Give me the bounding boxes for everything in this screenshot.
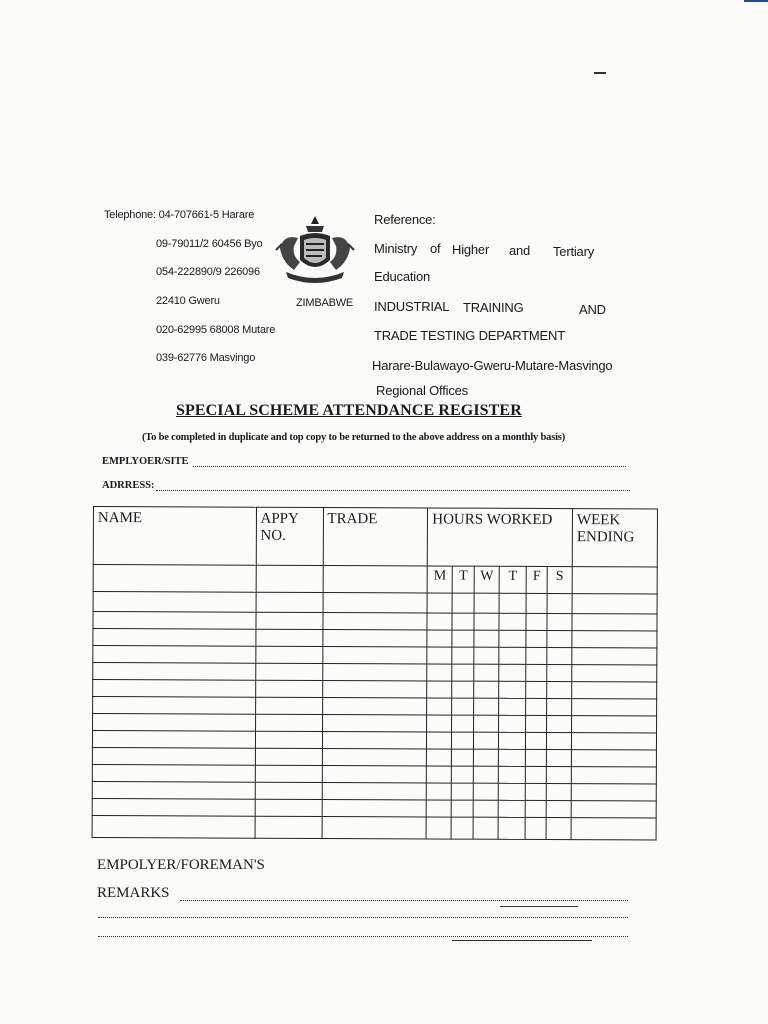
table-cell[interactable]: [572, 716, 657, 733]
phone-line-harare: Telephone: 04-707661-5 Harare: [104, 209, 255, 221]
table-cell[interactable]: [498, 783, 525, 800]
week-ending-header: [572, 509, 657, 567]
table-cell[interactable]: [498, 766, 525, 783]
appy-header-line1: APPY: [260, 510, 299, 527]
table-cell[interactable]: [474, 630, 499, 647]
table-cell[interactable]: [427, 630, 452, 647]
day-tuesday: T: [452, 566, 474, 593]
table-cell[interactable]: [93, 663, 256, 681]
table-cell[interactable]: [426, 817, 451, 839]
table-row: [92, 815, 656, 839]
table-cell[interactable]: [498, 817, 525, 839]
table-cell[interactable]: [572, 665, 657, 682]
phone-line-bulawayo: 09-79011/2 60456 Byo: [156, 238, 263, 250]
hours-worked-header: HOURS WORKED: [428, 508, 573, 567]
table-cell[interactable]: [427, 732, 452, 749]
table-cell[interactable]: [93, 697, 256, 715]
table-cell[interactable]: [526, 613, 547, 630]
table-cell[interactable]: [93, 629, 256, 647]
blank-rows: [92, 592, 657, 840]
address-label: ADRRESS:: [102, 480, 155, 491]
table-cell[interactable]: [547, 613, 572, 630]
table-cell[interactable]: [452, 613, 474, 630]
remarks-underline-1: [500, 906, 578, 907]
table-cell[interactable]: [547, 630, 572, 647]
table-cell[interactable]: [255, 680, 322, 697]
industrial-word-1: INDUSTRIAL: [374, 299, 450, 314]
days-row: [93, 565, 657, 594]
table-cell[interactable]: [427, 613, 452, 630]
table-cell[interactable]: [546, 800, 571, 817]
table-cell[interactable]: [526, 593, 547, 613]
table-cell[interactable]: [547, 715, 572, 732]
table-cell[interactable]: [452, 749, 474, 766]
table-cell[interactable]: [452, 715, 474, 732]
table-cell[interactable]: [571, 767, 656, 784]
table-cell[interactable]: [322, 613, 427, 630]
table-cell[interactable]: [546, 766, 571, 783]
coat-of-arms-emblem: [272, 214, 358, 288]
day-thursday: T: [499, 566, 526, 593]
table-cell[interactable]: [452, 732, 474, 749]
table-cell[interactable]: [255, 765, 322, 782]
table-cell[interactable]: [499, 664, 526, 681]
table-cell[interactable]: [499, 732, 526, 749]
table-cell[interactable]: [255, 799, 322, 816]
table-cell[interactable]: [474, 681, 499, 698]
remarks-field-line1[interactable]: [180, 900, 628, 901]
remarks-field-line3[interactable]: [98, 936, 628, 937]
table-cell[interactable]: [93, 680, 256, 698]
table-cell[interactable]: [499, 647, 526, 664]
table-cell[interactable]: [525, 766, 546, 783]
table-cell[interactable]: [499, 681, 526, 698]
table-cell[interactable]: [525, 783, 546, 800]
ministry-word-4: and: [509, 243, 531, 258]
table-cell[interactable]: [498, 800, 525, 817]
table-cell[interactable]: [93, 714, 256, 732]
scan-edge-mark: [744, 0, 768, 2]
table-cell[interactable]: [322, 681, 427, 698]
appy-no-header: [256, 507, 323, 565]
cell[interactable]: [572, 567, 657, 594]
table-cell[interactable]: [256, 612, 323, 629]
table-cell[interactable]: [473, 783, 498, 800]
table-cell[interactable]: [572, 699, 657, 716]
ministry-word-1: Ministry: [374, 241, 418, 256]
education-label: Education: [374, 269, 431, 284]
table-cell[interactable]: [322, 800, 427, 817]
table-cell[interactable]: [546, 817, 571, 839]
table-cell[interactable]: [499, 630, 526, 647]
table-cell[interactable]: [546, 749, 571, 766]
phone-line-masvingo: 039-62776 Masvingo: [156, 352, 256, 364]
remarks-label-line1: EMPOLYER/FOREMAN'S: [97, 857, 265, 873]
cell[interactable]: [323, 566, 428, 593]
table-cell[interactable]: [572, 648, 657, 665]
ministry-word-2: of: [430, 241, 441, 256]
table-cell[interactable]: [255, 816, 322, 838]
table-cell[interactable]: [426, 800, 451, 817]
table-cell[interactable]: [93, 612, 256, 630]
table-cell[interactable]: [499, 715, 526, 732]
phone-line-gweru: 22410 Gweru: [156, 295, 220, 307]
table-cell[interactable]: [92, 798, 255, 816]
table-cell[interactable]: [474, 749, 499, 766]
table-cell[interactable]: [322, 749, 427, 766]
table-cell[interactable]: [427, 715, 452, 732]
table-cell[interactable]: [255, 782, 322, 799]
table-cell[interactable]: [572, 631, 657, 648]
table-cell[interactable]: [547, 681, 572, 698]
table-cell[interactable]: [255, 748, 322, 765]
day-wednesday: W: [474, 566, 499, 593]
table-cell[interactable]: [255, 629, 322, 646]
table-cell[interactable]: [474, 593, 499, 613]
table-cell[interactable]: [474, 613, 499, 630]
table-cell[interactable]: [452, 630, 474, 647]
table-cell[interactable]: [474, 715, 499, 732]
table-cell[interactable]: [322, 817, 427, 839]
table-cell[interactable]: [322, 647, 427, 664]
ministry-word-3: Higher: [452, 242, 490, 257]
table-cell[interactable]: [525, 800, 546, 817]
table-cell[interactable]: [526, 732, 547, 749]
table-cell[interactable]: [427, 647, 452, 664]
table-cell[interactable]: [526, 664, 547, 681]
table-cell[interactable]: [474, 664, 499, 681]
table-cell[interactable]: [427, 766, 452, 783]
day-friday: F: [526, 566, 547, 593]
table-cell[interactable]: [92, 764, 255, 782]
remarks-field-line2[interactable]: [98, 917, 628, 918]
table-cell[interactable]: [255, 714, 322, 731]
table-cell[interactable]: [255, 646, 322, 663]
table-cell[interactable]: [571, 750, 656, 767]
day-saturday: S: [547, 566, 572, 593]
table-cell[interactable]: [452, 681, 474, 698]
table-cell[interactable]: [92, 815, 255, 838]
table-cell[interactable]: [322, 715, 427, 732]
remarks-label-line2: REMARKS: [97, 885, 170, 901]
table-cell[interactable]: [525, 749, 546, 766]
table-cell[interactable]: [571, 733, 656, 750]
table-cell[interactable]: [571, 818, 656, 840]
table-cell[interactable]: [546, 783, 571, 800]
name-header: NAME: [93, 507, 256, 566]
day-monday: M: [427, 566, 452, 593]
table-cell[interactable]: [93, 646, 256, 664]
phone-line-mutare: 020-62995 68008 Mutare: [156, 324, 276, 336]
table-cell[interactable]: [547, 647, 572, 664]
industrial-word-2: TRAINING: [463, 300, 524, 315]
regional-offices-label: Regional Offices: [376, 383, 468, 398]
remarks-underline-2: [452, 940, 592, 941]
table-cell[interactable]: [93, 592, 256, 613]
employer-site-field[interactable]: [193, 466, 626, 467]
table-cell[interactable]: [526, 698, 547, 715]
table-cell[interactable]: [451, 783, 473, 800]
header-row: [93, 507, 657, 567]
table-cell[interactable]: [474, 647, 499, 664]
table-cell[interactable]: [255, 663, 322, 680]
table-cell[interactable]: [322, 630, 427, 647]
address-field[interactable]: [156, 490, 630, 491]
table-cell[interactable]: [452, 664, 474, 681]
attendance-table: [92, 506, 658, 840]
table-cell[interactable]: [427, 783, 452, 800]
table-cell[interactable]: [499, 749, 526, 766]
table-cell[interactable]: [255, 731, 322, 748]
table-cell[interactable]: [92, 731, 255, 749]
scan-mark: [594, 72, 606, 74]
table-cell[interactable]: [571, 801, 656, 818]
table-cell[interactable]: [322, 766, 427, 783]
table-cell[interactable]: [427, 681, 452, 698]
trade-header: TRADE: [323, 508, 428, 566]
table-cell[interactable]: [452, 593, 474, 613]
form-subtitle: (To be completed in duplicate and top copy to be returned to the above address on a monthly basis): [142, 432, 565, 443]
table-cell[interactable]: [547, 593, 572, 613]
table-cell[interactable]: [323, 593, 428, 613]
table-cell[interactable]: [92, 747, 255, 765]
phone-line-226096: 054-222890/9 226096: [156, 266, 260, 278]
table-row: [93, 592, 657, 614]
table-cell[interactable]: [473, 817, 498, 839]
table-cell[interactable]: [427, 593, 452, 613]
table-cell[interactable]: [525, 817, 546, 839]
table-cell[interactable]: [427, 749, 452, 766]
table-cell[interactable]: [255, 697, 322, 714]
emblem-label: ZIMBABWE: [296, 297, 354, 309]
table-cell[interactable]: [499, 698, 526, 715]
table-cell[interactable]: [452, 647, 474, 664]
reference-label: Reference:: [374, 212, 436, 227]
table-cell[interactable]: [572, 682, 657, 699]
ministry-word-5: Tertiary: [553, 244, 595, 259]
appy-header-line2: NO.: [260, 527, 286, 544]
table-cell[interactable]: [526, 681, 547, 698]
table-cell[interactable]: [547, 732, 572, 749]
employer-site-label: EMPLYOER/SITE: [102, 456, 189, 467]
table-cell[interactable]: [572, 614, 657, 631]
table-cell[interactable]: [571, 784, 656, 801]
table-cell[interactable]: [322, 783, 427, 800]
form-title: SPECIAL SCHEME ATTENDANCE REGISTER: [176, 402, 522, 419]
cell[interactable]: [93, 565, 256, 593]
table-cell[interactable]: [427, 664, 452, 681]
table-cell[interactable]: [499, 593, 526, 613]
table-cell[interactable]: [451, 817, 473, 839]
table-cell[interactable]: [547, 664, 572, 681]
table-cell[interactable]: [499, 613, 526, 630]
table-cell[interactable]: [322, 664, 427, 681]
table-cell[interactable]: [452, 698, 474, 715]
table-cell[interactable]: [474, 766, 499, 783]
department-label: TRADE TESTING DEPARTMENT: [374, 328, 565, 343]
week-header-line1: WEEK: [576, 512, 621, 529]
cities-label: Harare-Bulawayo-Gweru-Mutare-Masvingo: [372, 358, 613, 373]
table-cell[interactable]: [526, 647, 547, 664]
table-cell[interactable]: [474, 698, 499, 715]
table-cell[interactable]: [451, 800, 473, 817]
table-cell[interactable]: [474, 732, 499, 749]
table-cell[interactable]: [427, 698, 452, 715]
table-cell[interactable]: [322, 698, 427, 715]
table-cell[interactable]: [322, 732, 427, 749]
table-cell[interactable]: [473, 800, 498, 817]
table-cell[interactable]: [452, 766, 474, 783]
week-header-line2: ENDING: [576, 529, 635, 546]
table-cell[interactable]: [526, 715, 547, 732]
table-cell[interactable]: [92, 781, 255, 799]
table-cell[interactable]: [572, 594, 657, 614]
industrial-word-3: AND: [579, 302, 606, 317]
table-cell[interactable]: [526, 630, 547, 647]
table-cell[interactable]: [256, 592, 323, 612]
table-cell[interactable]: [547, 698, 572, 715]
cell[interactable]: [256, 565, 323, 592]
